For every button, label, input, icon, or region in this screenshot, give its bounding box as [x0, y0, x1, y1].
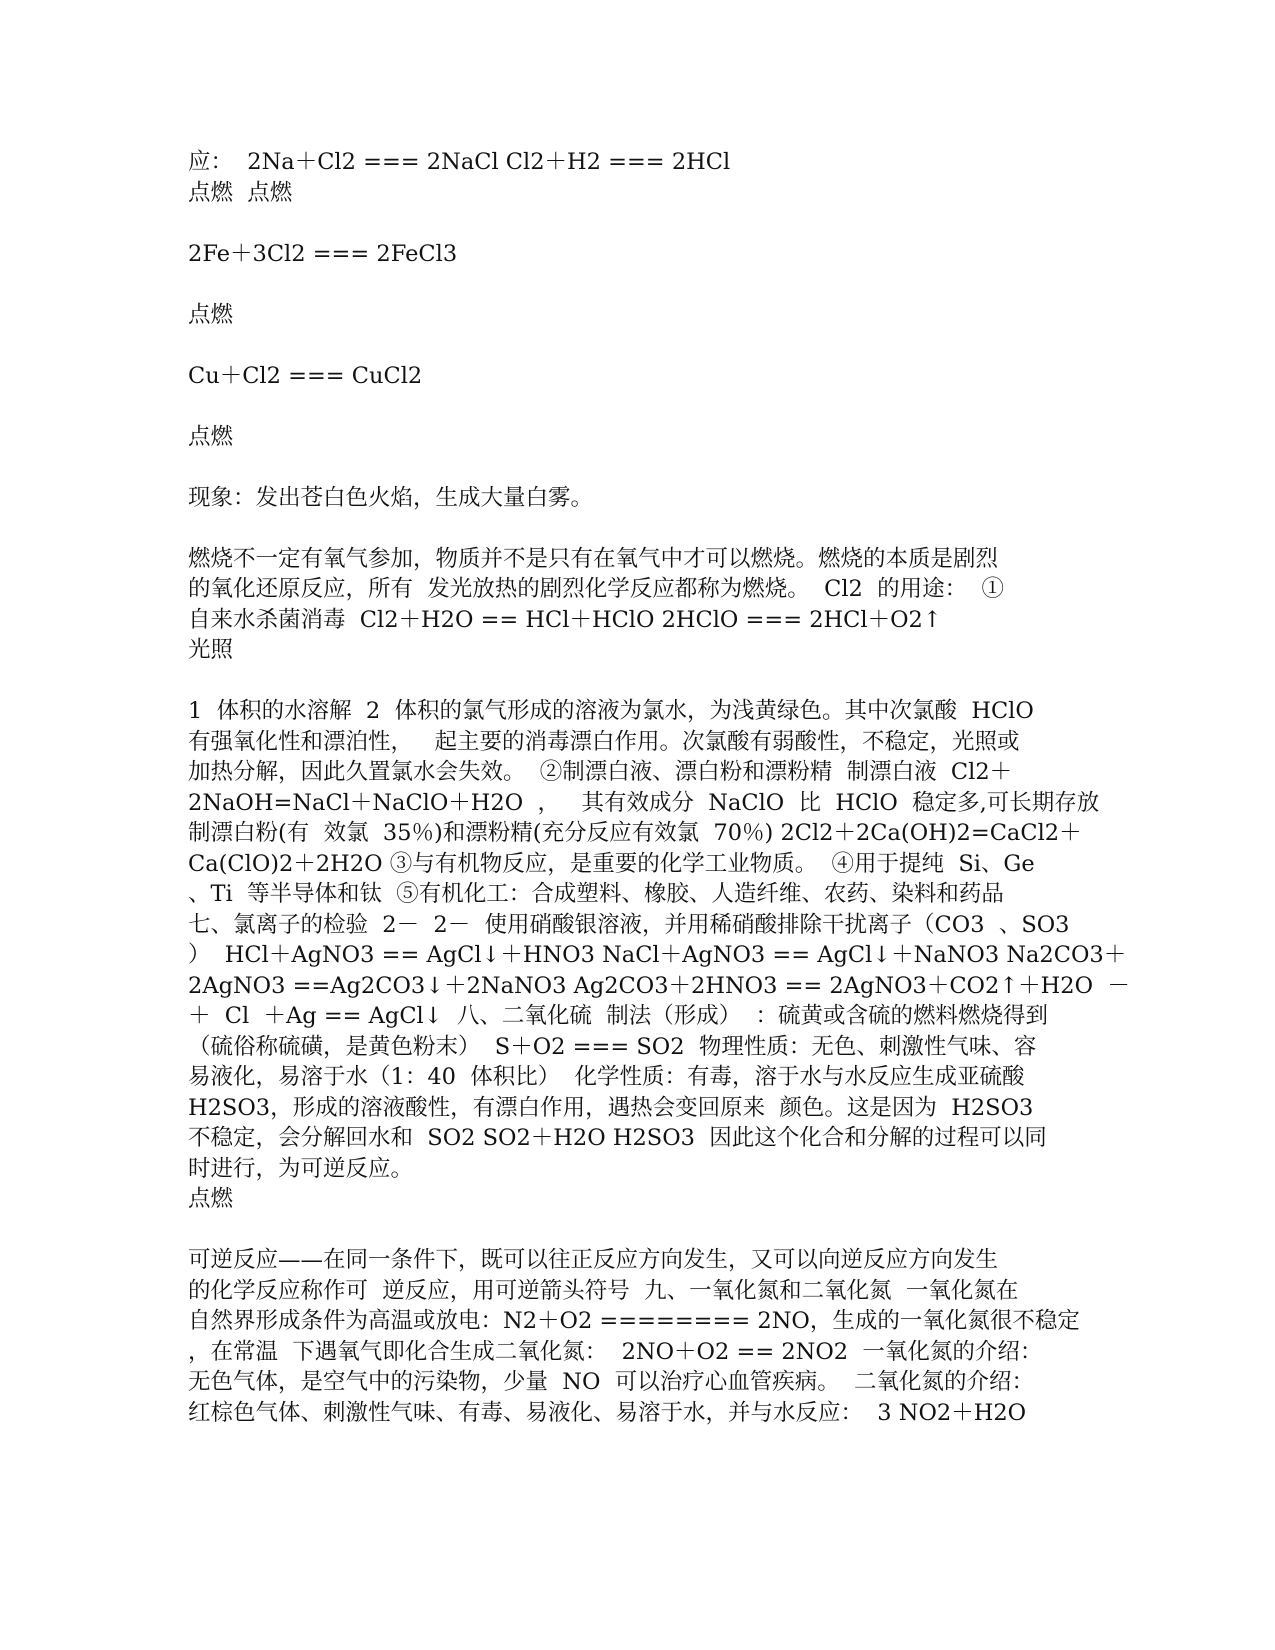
text-line: 有强氧化性和漂泊性， 起主要的消毒漂白作用。次氯酸有弱酸性，不稳定，光照或 — [188, 728, 1020, 755]
text-line: 不稳定，会分解回水和 SO2 SO2＋H2O H2SO3 因此这个化合和分解的过程可以同 — [188, 1125, 1047, 1151]
text-line: 时进行，为可逆反应。 — [188, 1155, 414, 1182]
text-line: 点燃 — [188, 301, 234, 328]
text-line: Cu＋Cl2 === CuCl2 — [188, 362, 423, 389]
text-line: 自来水杀菌消毒 Cl2＋H2O == HCl＋HClO 2HClO === 2HCl＋O2↑ — [188, 606, 942, 633]
text-line: 应： 2Na＋Cl2 === 2NaCl Cl2＋H2 === 2HCl — [188, 149, 731, 175]
text-line: 、Ti 等半导体和钛 ⑤有机化工：合成塑料、橡胶、人造纤维、农药、染料和药品 — [188, 881, 1004, 907]
text-line: （硫俗称硫磺，是黄色粉末） S＋O2 === SO2 物理性质：无色、刺激性气味、容 — [188, 1033, 1037, 1060]
text-line: Ca(ClO)2＋2H2O ③与有机物反应，是重要的化学工业物质。 ④用于提纯 Si、Ge — [188, 850, 1035, 877]
text-line: 自然界形成条件为高温或放电：N2＋O2 ======== 2NO，生成的一氧化氮很不稳定 — [188, 1308, 1080, 1334]
text-line: 点燃 点燃 — [188, 179, 293, 206]
text-line: ） HCl＋AgNO3 == AgCl↓＋HNO3 NaCl＋AgNO3 == AgCl↓＋NaNO3 Na2CO3＋ — [188, 942, 1127, 968]
text-line: 现象：发出苍白色火焰，生成大量白雾。 — [188, 484, 594, 511]
blank-line — [188, 269, 1106, 300]
text-line: 的氧化还原反应，所有 发光放热的剧烈化学反应都称为燃烧。 Cl2 的用途： ① — [188, 576, 1004, 602]
text-line: 制漂白粉(有 效氯 35％)和漂粉精(充分反应有效氯 70％) 2Cl2＋2Ca(OH)2=CaCl2＋ — [188, 820, 1082, 846]
text-line: H2SO3，形成的溶液酸性，有漂白作用，遇热会变回原来 颜色。这是因为 H2SO3 — [188, 1094, 1034, 1121]
text-line: 1 体积的水溶解 2 体积的氯气形成的溶液为氯水，为浅黄绿色。其中次氯酸 HClO — [188, 698, 1034, 724]
text-line: 光照 — [188, 637, 234, 663]
text-line: 七、氯离子的检验 2－ 2－ 使用硝酸银溶液，并用稀硝酸排除干扰离子（CO3 、SO3 — [188, 911, 1070, 938]
text-line: 易液化，易溶于水（1：40 体积比） 化学性质：有毒，溶于水与水反应生成亚硫酸 — [188, 1064, 1025, 1090]
blank-line — [188, 452, 1106, 483]
text-line: 燃烧不一定有氧气参加，物质并不是只有在氧气中才可以燃烧。燃烧的本质是剧烈 — [188, 545, 999, 572]
text-line: ，在常温 下遇氧气即化合生成二氧化氮： 2NO＋O2 == 2NO2 一氧化氮的介绍： — [188, 1338, 1043, 1365]
text-line: 无色气体，是空气中的污染物，少量 NO 可以治疗心血管疾病。 二氧化氮的介绍： — [188, 1369, 1035, 1395]
text-line: 2AgNO3 ==Ag2CO3↓＋2NaNO3 Ag2CO3＋2HNO3 == 2AgNO3＋CO2↑＋H2O － — [188, 972, 1130, 999]
text-line: 点燃 — [188, 1186, 234, 1212]
blank-line — [188, 1215, 1106, 1246]
blank-line — [188, 391, 1106, 422]
blank-line — [188, 666, 1106, 697]
text-line: 可逆反应——在同一条件下，既可以往正反应方向发生，又可以向逆反应方向发生 — [188, 1247, 999, 1273]
text-line: 2Fe＋3Cl2 === 2FeCl3 — [188, 240, 458, 267]
text-line: 加热分解，因此久置氯水会失效。 ②制漂白液、漂白粉和漂粉精 制漂白液 Cl2＋ — [188, 759, 1013, 785]
blank-line — [188, 513, 1106, 544]
text-line: 2NaOH=NaCl＋NaClO＋H2O ， 其有效成分 NaClO 比 HClO 稳定多,可长期存放 — [188, 789, 1100, 816]
blank-line — [188, 208, 1106, 239]
text-line: ＋ Cl ＋Ag == AgCl↓ 八、二氧化硫 制法（形成） ：硫黄或含硫的燃料燃烧得到 — [188, 1003, 1049, 1029]
text-line: 的化学反应称作可 逆反应，用可逆箭头符号 九、一氧化氮和二氧化氮 一氧化氮在 — [188, 1277, 1019, 1304]
text-line: 点燃 — [188, 423, 234, 450]
text-line: 红棕色气体、刺激性气味、有毒、易液化、易溶于水，并与水反应： 3 NO2＋H2O — [188, 1399, 1027, 1426]
blank-line — [188, 330, 1106, 361]
document-body — [188, 147, 1130, 1428]
